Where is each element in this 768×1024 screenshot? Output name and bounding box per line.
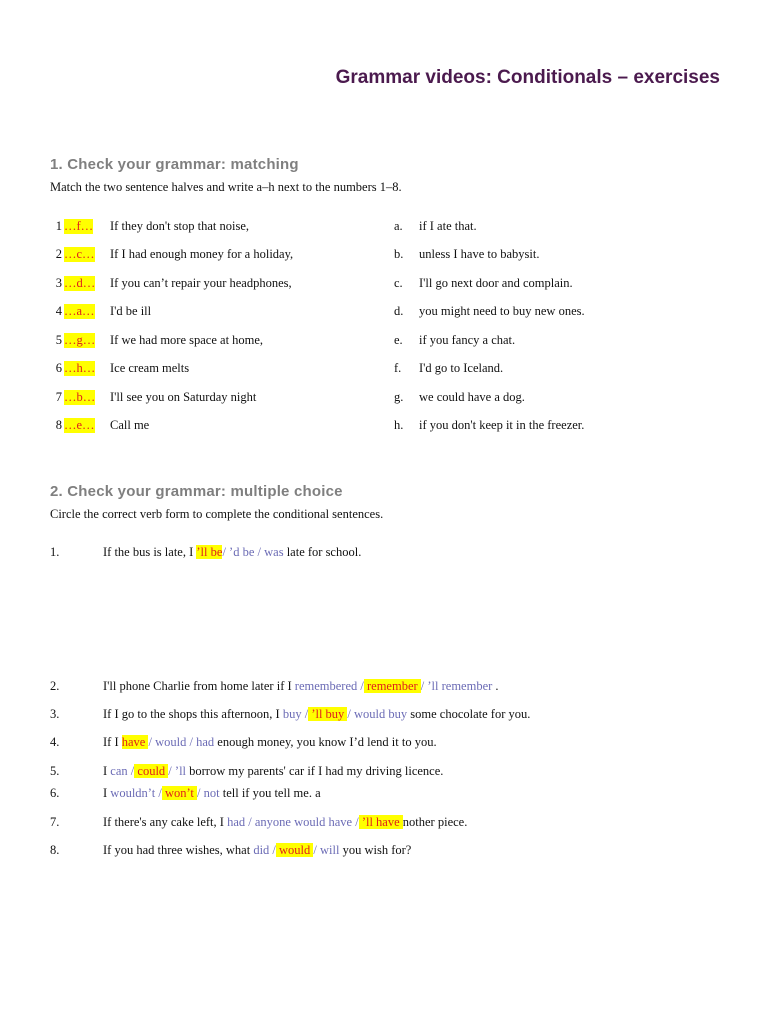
question-sentence (103, 679, 499, 694)
match-number: 2 (55, 247, 62, 261)
correct-option: ’ll buy (308, 707, 348, 721)
question-ending: some chocolate for you. (410, 707, 531, 721)
question-number: 3. (50, 707, 60, 721)
match-letter: f. (394, 361, 402, 375)
option: remembered (294, 679, 361, 693)
match-letter: a. (394, 219, 403, 233)
question-sentence (103, 786, 321, 801)
match-letter: h. (394, 418, 404, 432)
question-ending: . (495, 679, 499, 693)
question-number: 2. (50, 679, 60, 693)
option: can (110, 764, 131, 778)
match-left-text: I'd be ill (110, 304, 152, 318)
match-right-text: I'll go next door and complain. (419, 276, 573, 290)
correct-option: have (121, 735, 149, 749)
option-separator: / (257, 545, 261, 559)
match-answer: …d… (64, 276, 96, 290)
section-2-heading: 2. Check your grammar: multiple choice (50, 483, 343, 500)
match-right-text: unless I have to babysit. (419, 247, 540, 261)
option: wouldn’t (110, 786, 159, 800)
match-answer: …g… (64, 333, 96, 347)
match-left-text: Call me (110, 418, 150, 432)
option: ’d be (225, 545, 258, 559)
option-separator: / (248, 815, 252, 829)
question-number: 1. (50, 545, 60, 559)
match-letter: e. (394, 333, 403, 347)
option: would buy (350, 707, 411, 721)
match-answer: …b… (64, 390, 96, 404)
match-answer: …h… (64, 361, 96, 375)
match-number: 6 (55, 361, 62, 375)
correct-option: could (134, 764, 169, 778)
question-stem: If there's any cake left, I (103, 815, 228, 829)
question-sentence (103, 707, 530, 722)
correct-option: ’ll have (358, 815, 403, 829)
match-right-text: I'd go to Iceland. (419, 361, 504, 375)
option: ’ll (171, 764, 190, 778)
option-separator: / (360, 679, 364, 693)
match-number: 4 (55, 304, 62, 318)
section-1-instruction: Match the two sentence halves and write a–h next to the numbers 1–8. (50, 180, 402, 194)
question-number: 5. (50, 764, 60, 778)
match-number: 1 (55, 219, 62, 233)
question-sentence (103, 764, 443, 779)
option-separator: / (420, 679, 425, 693)
match-answer: …e… (64, 418, 95, 432)
option: had (227, 815, 249, 829)
option-separator: / (313, 843, 317, 857)
section-2-instruction: Circle the correct verb form to complete the conditional sentences. (50, 507, 384, 521)
option: will (316, 843, 343, 857)
question-ending: nother piece. (402, 815, 468, 829)
question-stem: If you had three wishes, what (103, 843, 254, 857)
option-separator: / (222, 545, 226, 559)
match-left-text: If we had more space at home, (110, 333, 264, 347)
page-title: Grammar videos: Conditionals – exercises (335, 67, 720, 88)
match-left-text: Ice cream melts (110, 361, 190, 375)
match-letter: d. (394, 304, 404, 318)
option-separator: / (189, 735, 193, 749)
match-answer: …c… (64, 247, 95, 261)
option: was (261, 545, 287, 559)
option-separator: / (355, 815, 359, 829)
option-separator: / (347, 707, 351, 721)
match-right-text: if you fancy a chat. (419, 333, 516, 347)
match-answer: …f… (64, 219, 94, 233)
option: ’ll remember (424, 679, 496, 693)
match-number: 5 (55, 333, 62, 347)
question-number: 8. (50, 843, 60, 857)
match-number: 8 (55, 418, 62, 432)
option: anyone (251, 815, 295, 829)
question-stem: I'll phone Charlie from home later if I (103, 679, 295, 693)
question-stem: If I (103, 735, 122, 749)
match-left-text: If you can’t repair your headphones, (110, 276, 292, 290)
option-separator: / (148, 735, 152, 749)
question-number: 7. (50, 815, 60, 829)
question-ending: borrow my parents' car if I had my driving licence. (189, 764, 444, 778)
question-sentence (103, 735, 437, 750)
question-stem: I (103, 786, 111, 800)
option: would (151, 735, 190, 749)
question-stem: If the bus is late, I (103, 545, 197, 559)
question-ending: enough money, you know I’d lend it to you. (217, 735, 437, 749)
match-letter: g. (394, 390, 404, 404)
match-number: 3 (55, 276, 62, 290)
match-letter: c. (394, 276, 403, 290)
option: would have (294, 815, 356, 829)
correct-option: would (275, 843, 314, 857)
question-ending: you wish for? (342, 843, 412, 857)
option-separator: / (168, 764, 172, 778)
match-left-text: If they don't stop that noise, (110, 219, 250, 233)
section-1-heading: 1. Check your grammar: matching (50, 156, 299, 173)
correct-option: ’ll be (196, 545, 223, 559)
option-separator: / (304, 707, 309, 721)
match-right-text: you might need to buy new ones. (419, 304, 585, 318)
question-stem: If I go to the shops this afternoon, I (103, 707, 283, 721)
question-sentence (103, 815, 467, 830)
option-separator: / (158, 786, 162, 800)
question-number: 6. (50, 786, 60, 800)
correct-option: won’t (161, 786, 198, 800)
match-number: 7 (55, 390, 62, 404)
match-right-text: if you don't keep it in the freezer. (419, 418, 585, 432)
question-ending: late for school. (286, 545, 362, 559)
question-stem: I (103, 764, 111, 778)
question-sentence (103, 545, 361, 560)
correct-option: remember (363, 679, 421, 693)
match-right-text: if I ate that. (419, 219, 477, 233)
match-answer: …a… (64, 304, 95, 318)
option-separator: / (130, 764, 135, 778)
match-left-text: If I had enough money for a holiday, (110, 247, 294, 261)
question-ending: tell if you tell me. a (222, 786, 321, 800)
match-letter: b. (394, 247, 404, 261)
match-right-text: we could have a dog. (419, 390, 525, 404)
option: had (192, 735, 218, 749)
match-left-text: I'll see you on Saturday night (110, 390, 257, 404)
option-separator: / (272, 843, 276, 857)
question-number: 4. (50, 735, 60, 749)
option: did (253, 843, 273, 857)
option: buy (282, 707, 305, 721)
question-sentence (103, 843, 411, 858)
option: not (200, 786, 223, 800)
option-separator: / (197, 786, 201, 800)
